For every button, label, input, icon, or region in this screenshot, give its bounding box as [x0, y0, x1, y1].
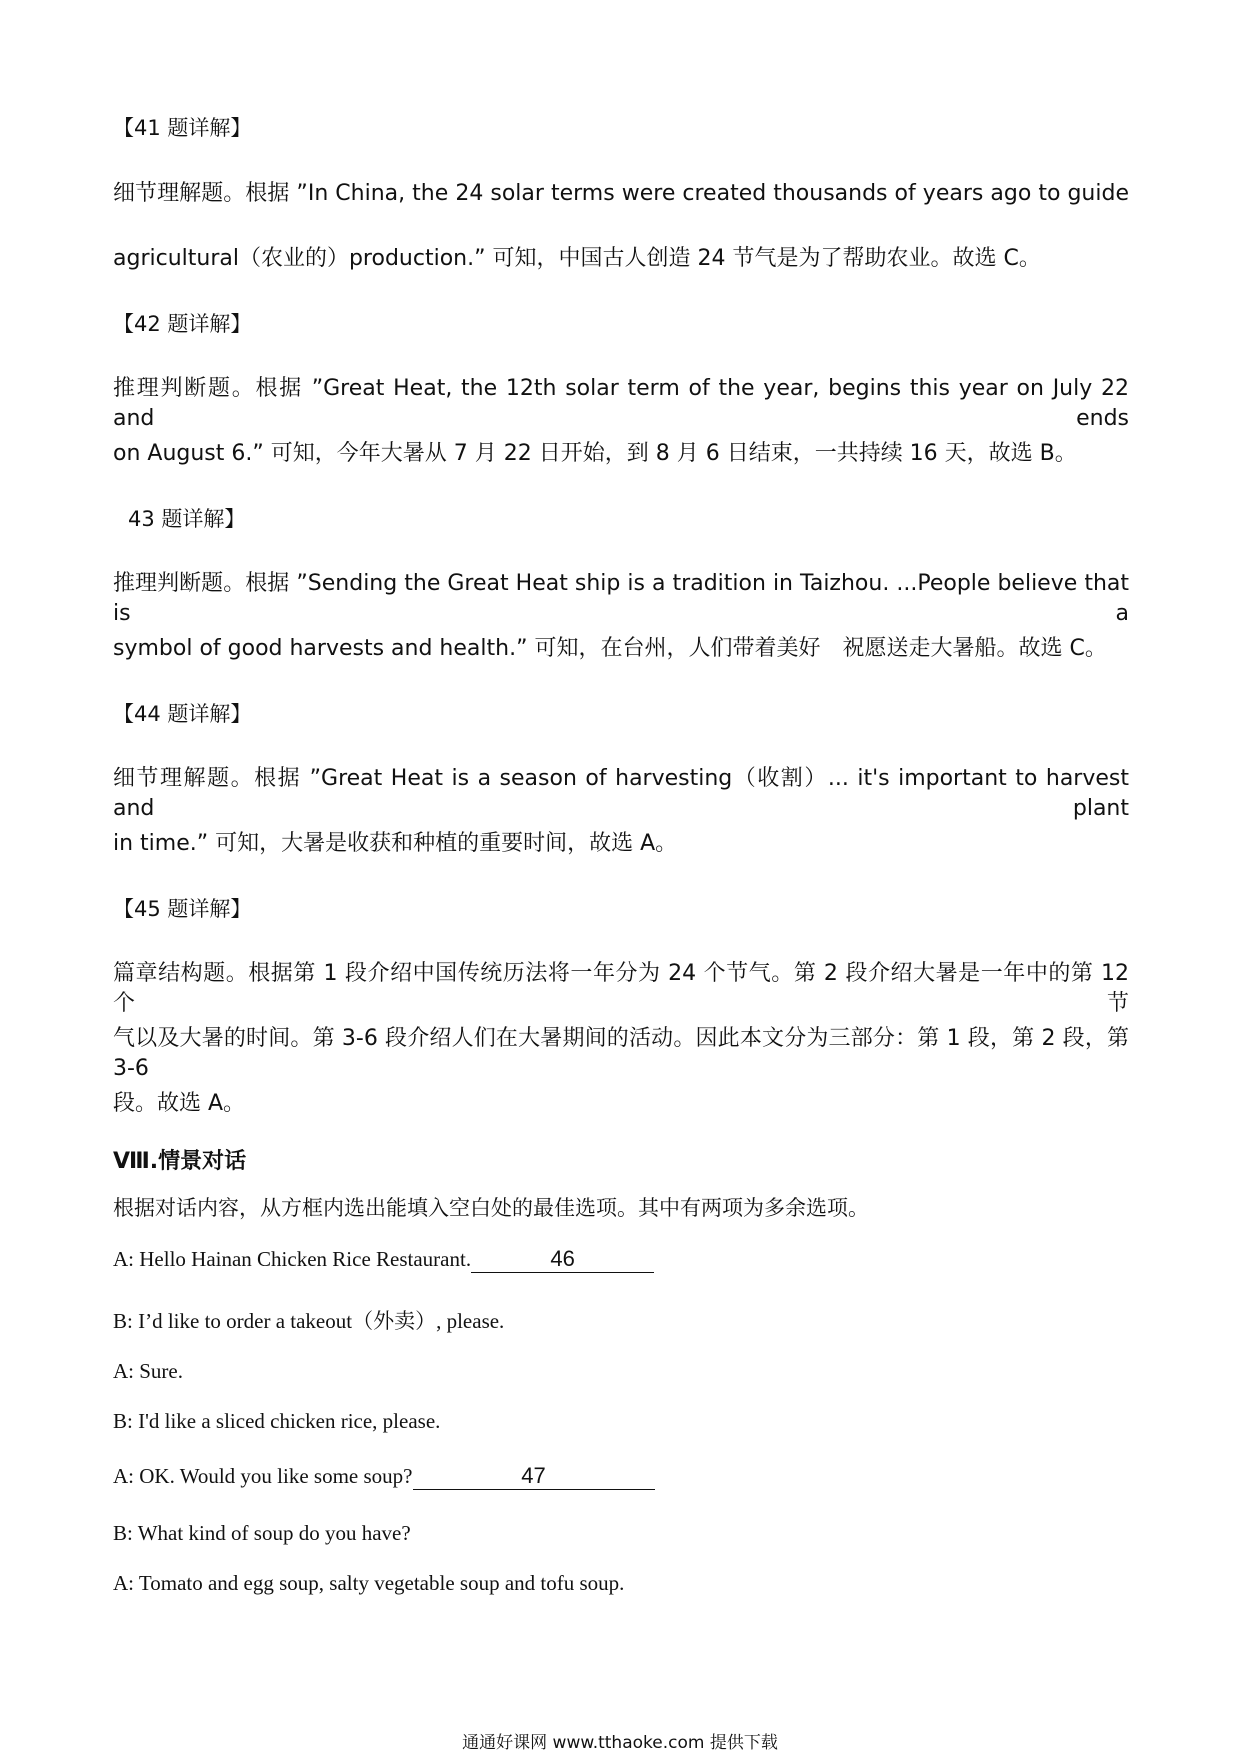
- q41-line-1: 细节理解题。根据 ”In China, the 24 solar terms were created thousands of years ago to guide: [113, 181, 1129, 206]
- q45-line-1: 篇章结构题。根据第 1 段介绍中国传统历法将一年分为 24 个节气。第 2 段介绍大暑是一年中的第 12 个节: [113, 961, 1129, 1016]
- q43-line-2: symbol of good harvests and health.” 可知，在台州，人们带着美好 祝愿送走大暑船。故选 C。: [113, 636, 1107, 661]
- q42-line-2: on August 6.” 可知，今年大暑从 7 月 22 日开始，到 8 月 6 日结束，一共持续 16 天，故选 B。: [113, 441, 1077, 466]
- q42-line-1: 推理判断题。根据 ”Great Heat, the 12th solar term of the year, begins this year on July 22 and ends: [113, 376, 1129, 431]
- dialogue-text: A: Hello Hainan Chicken Rice Restaurant.: [113, 1247, 472, 1271]
- footer-source: 通通好课网 www.tthaoke.com 提供下载: [462, 1733, 778, 1753]
- section-title: Ⅷ.情景对话: [113, 1149, 247, 1174]
- q45-line-3: 段。故选 A。: [113, 1091, 246, 1116]
- q44-heading: 【44 题详解】: [113, 702, 252, 726]
- dialogue-line: B: What kind of soup do you have?: [113, 1521, 411, 1545]
- answer-blank-47[interactable]: 47: [413, 1463, 655, 1490]
- dialogue-line: [113, 1245, 654, 1273]
- dialogue-text: A: OK. Would you like some soup?: [113, 1464, 413, 1488]
- answer-blank-46[interactable]: 46: [471, 1246, 654, 1273]
- dialogue-line: [113, 1462, 655, 1490]
- q43-line-1: 推理判断题。根据 ”Sending the Great Heat ship is a tradition in Taizhou. ...People believe that is a: [113, 571, 1129, 626]
- q44-line-1: 细节理解题。根据 ”Great Heat is a season of harvesting（收割）... it's important to harvest and plant: [113, 766, 1129, 821]
- q45-heading: 【45 题详解】: [113, 897, 252, 921]
- dialogue-line: B: I'd like a sliced chicken rice, please.: [113, 1409, 441, 1433]
- dialogue-line: B: I’d like to order a takeout（外卖）, please.: [113, 1309, 505, 1333]
- q45-line-2: 气以及大暑的时间。第 3-6 段介绍人们在大暑期间的活动。因此本文分为三部分：第 1 段，第 2 段，第 3-6: [113, 1026, 1129, 1081]
- q43-heading: 43 题详解】: [128, 507, 246, 531]
- q41-line-2: agricultural（农业的）production.” 可知，中国古人创造 24 节气是为了帮助农业。故选 C。: [113, 246, 1041, 271]
- q41-heading: 【41 题详解】: [113, 116, 252, 140]
- dialogue-line: A: Sure.: [113, 1359, 183, 1383]
- dialogue-line: A: Tomato and egg soup, salty vegetable soup and tofu soup.: [113, 1571, 625, 1595]
- section-instruction: 根据对话内容，从方框内选出能填入空白处的最佳选项。其中有两项为多余选项。: [113, 1196, 869, 1220]
- q42-heading: 【42 题详解】: [113, 312, 252, 336]
- q44-line-2: in time.” 可知，大暑是收获和种植的重要时间，故选 A。: [113, 831, 678, 856]
